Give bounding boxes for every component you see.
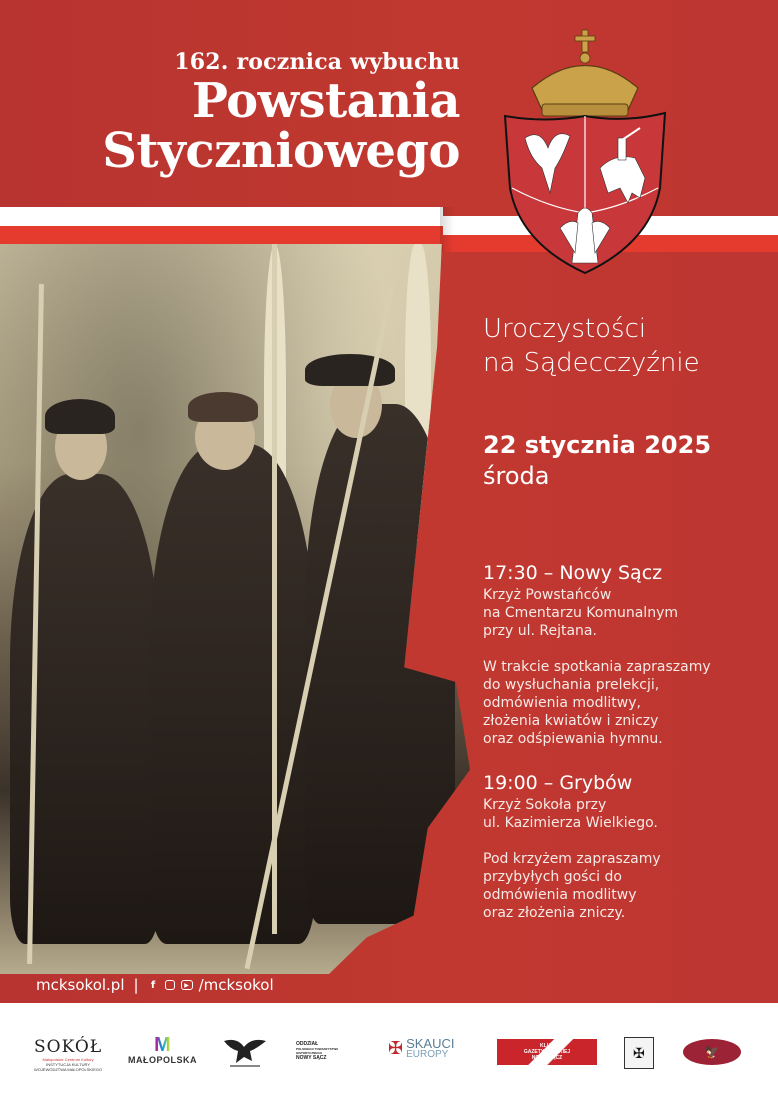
logo-skauci-europy: ✠ SKAUCI EUROPY <box>388 1036 455 1060</box>
insurgent-cap <box>305 354 395 386</box>
flag-stripe-white-left <box>0 207 443 226</box>
logo-klub-gazety-polskiej: KLUB GAZETY POLSKIEJ NOWY SĄCZ <box>497 1039 597 1065</box>
logo-sokol: SOKÓŁ Małopolskie Centrum Kultury INSTYTUCJA KULTURY WOJEWÓDZTWA MAŁOPOLSKIEGO <box>34 1037 103 1072</box>
session-description-line: oraz złożenia zniczy. <box>483 905 626 921</box>
logo-pth-nowy-sacz: ODDZIAŁ POLSKIEGO TOWARZYSTWA HISTORYCZNEGO NOWY SĄCZ <box>296 1041 339 1061</box>
logo-cross-emblem <box>624 1037 654 1069</box>
sokol-name: SOKÓŁ <box>34 1037 103 1057</box>
session-heading: 17:30 – Nowy Sącz <box>483 562 663 584</box>
separator: | <box>133 976 139 994</box>
insurgent-cap <box>45 399 115 434</box>
partner-logos <box>0 1003 778 1100</box>
facebook-icon[interactable]: f <box>150 979 156 991</box>
event-title <box>483 312 700 380</box>
session-description-line: odmówienia modlitwy <box>483 887 637 903</box>
session-description-line: przybyłych gości do <box>483 869 622 885</box>
event-title-line-2: na Sądecczyźnie <box>483 348 700 378</box>
insurgent-figure <box>150 444 315 944</box>
session-place-line: Krzyż Powstańców <box>483 587 612 603</box>
session-place-line: Krzyż Sokoła przy <box>483 797 607 813</box>
anniversary-subtitle: 162. rocznica wybuchu <box>174 49 460 75</box>
social-handle[interactable]: /mcksokol <box>198 976 274 994</box>
session-place-line: na Cmentarzu Komunalnym <box>483 605 678 621</box>
session-place-line: ul. Kazimierza Wielkiego. <box>483 815 658 831</box>
instagram-icon[interactable] <box>165 980 175 990</box>
cross-emblem-icon: ✠ <box>633 1044 645 1061</box>
logo-malopolska: M MAŁOPOLSKA <box>128 1034 197 1065</box>
insurgent-cap <box>188 392 258 422</box>
stripe-shadow <box>440 207 454 252</box>
session-nowy-sacz <box>483 560 711 748</box>
event-weekday: środa <box>483 462 550 490</box>
session-description-line: Pod krzyżem zapraszamy <box>483 851 661 867</box>
eagle-logo-icon <box>222 1035 268 1069</box>
event-date: 22 stycznia 2025 <box>483 431 712 459</box>
logo-oval-eagle <box>683 1039 741 1065</box>
insurgent-figure <box>305 404 455 924</box>
social-links <box>36 976 274 994</box>
scout-cross-icon: ✠ <box>388 1038 404 1058</box>
malopolska-mark-icon: M <box>154 1034 171 1056</box>
event-title-line-1: Uroczystości <box>483 314 647 344</box>
website-link[interactable]: mcksokol.pl <box>36 976 125 994</box>
eagle-icon: 🦅 <box>704 1045 720 1059</box>
historical-photo <box>0 244 470 974</box>
flag-stripe-red-left <box>0 226 443 244</box>
session-description-line: do wysłuchania prelekcji, <box>483 677 660 693</box>
session-place-line: przy ul. Rejtana. <box>483 623 597 639</box>
header-titles <box>102 48 460 179</box>
session-description-line: odmówienia modlitwy, <box>483 695 641 711</box>
title-line-2: Styczniowego <box>102 123 460 179</box>
session-grybow <box>483 770 661 922</box>
youtube-icon[interactable]: ▶ <box>181 980 193 990</box>
session-description-line: oraz odśpiewania hymnu. <box>483 731 663 747</box>
title-line-1: Powstania <box>191 73 460 129</box>
coat-of-arms-icon <box>500 28 670 278</box>
session-description-line: złożenia kwiatów i zniczy <box>483 713 659 729</box>
session-description-line: W trakcie spotkania zapraszamy <box>483 659 711 675</box>
session-heading: 19:00 – Grybów <box>483 772 633 794</box>
